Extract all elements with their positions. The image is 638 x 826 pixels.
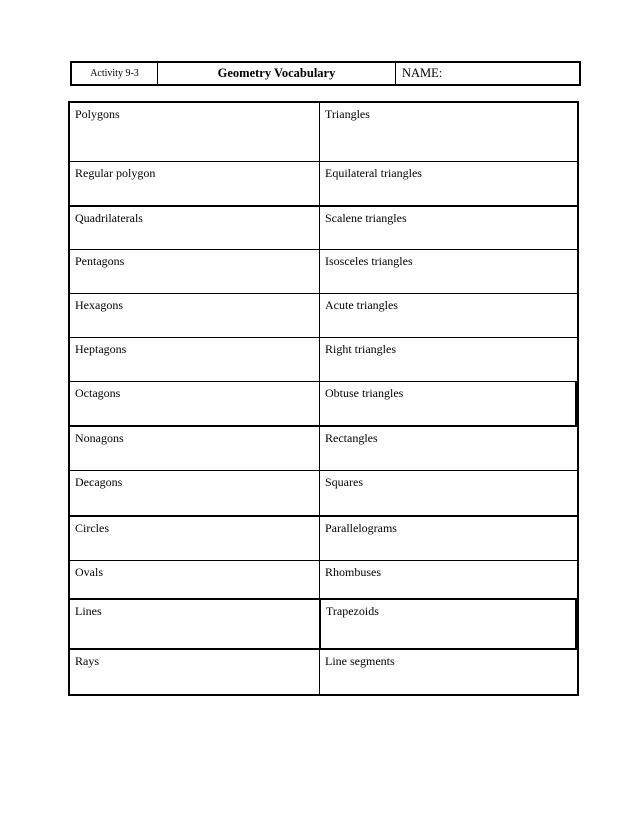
- term-cell[interactable]: Regular polygon: [70, 162, 320, 205]
- vocabulary-table: [68, 101, 579, 696]
- table-row: [70, 293, 577, 337]
- table-row: [70, 161, 577, 205]
- table-row: [70, 515, 577, 560]
- table-row: [70, 249, 577, 293]
- term-cell[interactable]: Heptagons: [70, 338, 320, 381]
- term-cell[interactable]: Line segments: [325, 654, 395, 668]
- worksheet-title: Geometry Vocabulary: [158, 63, 396, 84]
- term-cell[interactable]: Isosceles triangles: [325, 254, 413, 268]
- term-cell[interactable]: Rays: [70, 650, 320, 694]
- term-cell[interactable]: Triangles: [325, 107, 370, 121]
- term-cell[interactable]: Right triangles: [325, 342, 396, 356]
- term-cell[interactable]: Scalene triangles: [325, 211, 407, 225]
- term-cell[interactable]: Acute triangles: [325, 298, 398, 312]
- table-row: [70, 205, 577, 249]
- activity-label: Activity 9-3: [72, 63, 158, 84]
- term-cell[interactable]: Circles: [70, 517, 320, 560]
- term-cell[interactable]: Parallelograms: [325, 521, 397, 535]
- term-cell[interactable]: Squares: [325, 475, 363, 489]
- table-row: [70, 103, 577, 161]
- name-field-label[interactable]: NAME:: [402, 66, 443, 80]
- table-row: [70, 425, 577, 470]
- term-cell[interactable]: Decagons: [70, 471, 320, 515]
- term-cell[interactable]: Polygons: [70, 103, 320, 161]
- term-cell[interactable]: Nonagons: [70, 427, 320, 470]
- term-cell[interactable]: Rhombuses: [325, 565, 382, 579]
- table-row: [70, 337, 577, 381]
- table-row: [70, 560, 577, 598]
- table-row: [70, 381, 577, 425]
- term-cell[interactable]: Obtuse triangles: [320, 382, 577, 425]
- worksheet-header: [70, 61, 581, 86]
- table-row: [70, 648, 577, 694]
- term-cell[interactable]: Trapezoids: [320, 600, 577, 648]
- term-cell[interactable]: Octagons: [70, 382, 320, 425]
- term-cell[interactable]: Quadrilaterals: [70, 207, 320, 249]
- term-cell[interactable]: Rectangles: [325, 431, 378, 445]
- term-cell[interactable]: Pentagons: [70, 250, 320, 293]
- table-row: [70, 470, 577, 515]
- term-cell[interactable]: Lines: [70, 600, 320, 648]
- table-row: [70, 598, 577, 648]
- term-cell[interactable]: Ovals: [70, 561, 320, 598]
- term-cell[interactable]: Equilateral triangles: [325, 166, 422, 180]
- term-cell[interactable]: Hexagons: [70, 294, 320, 337]
